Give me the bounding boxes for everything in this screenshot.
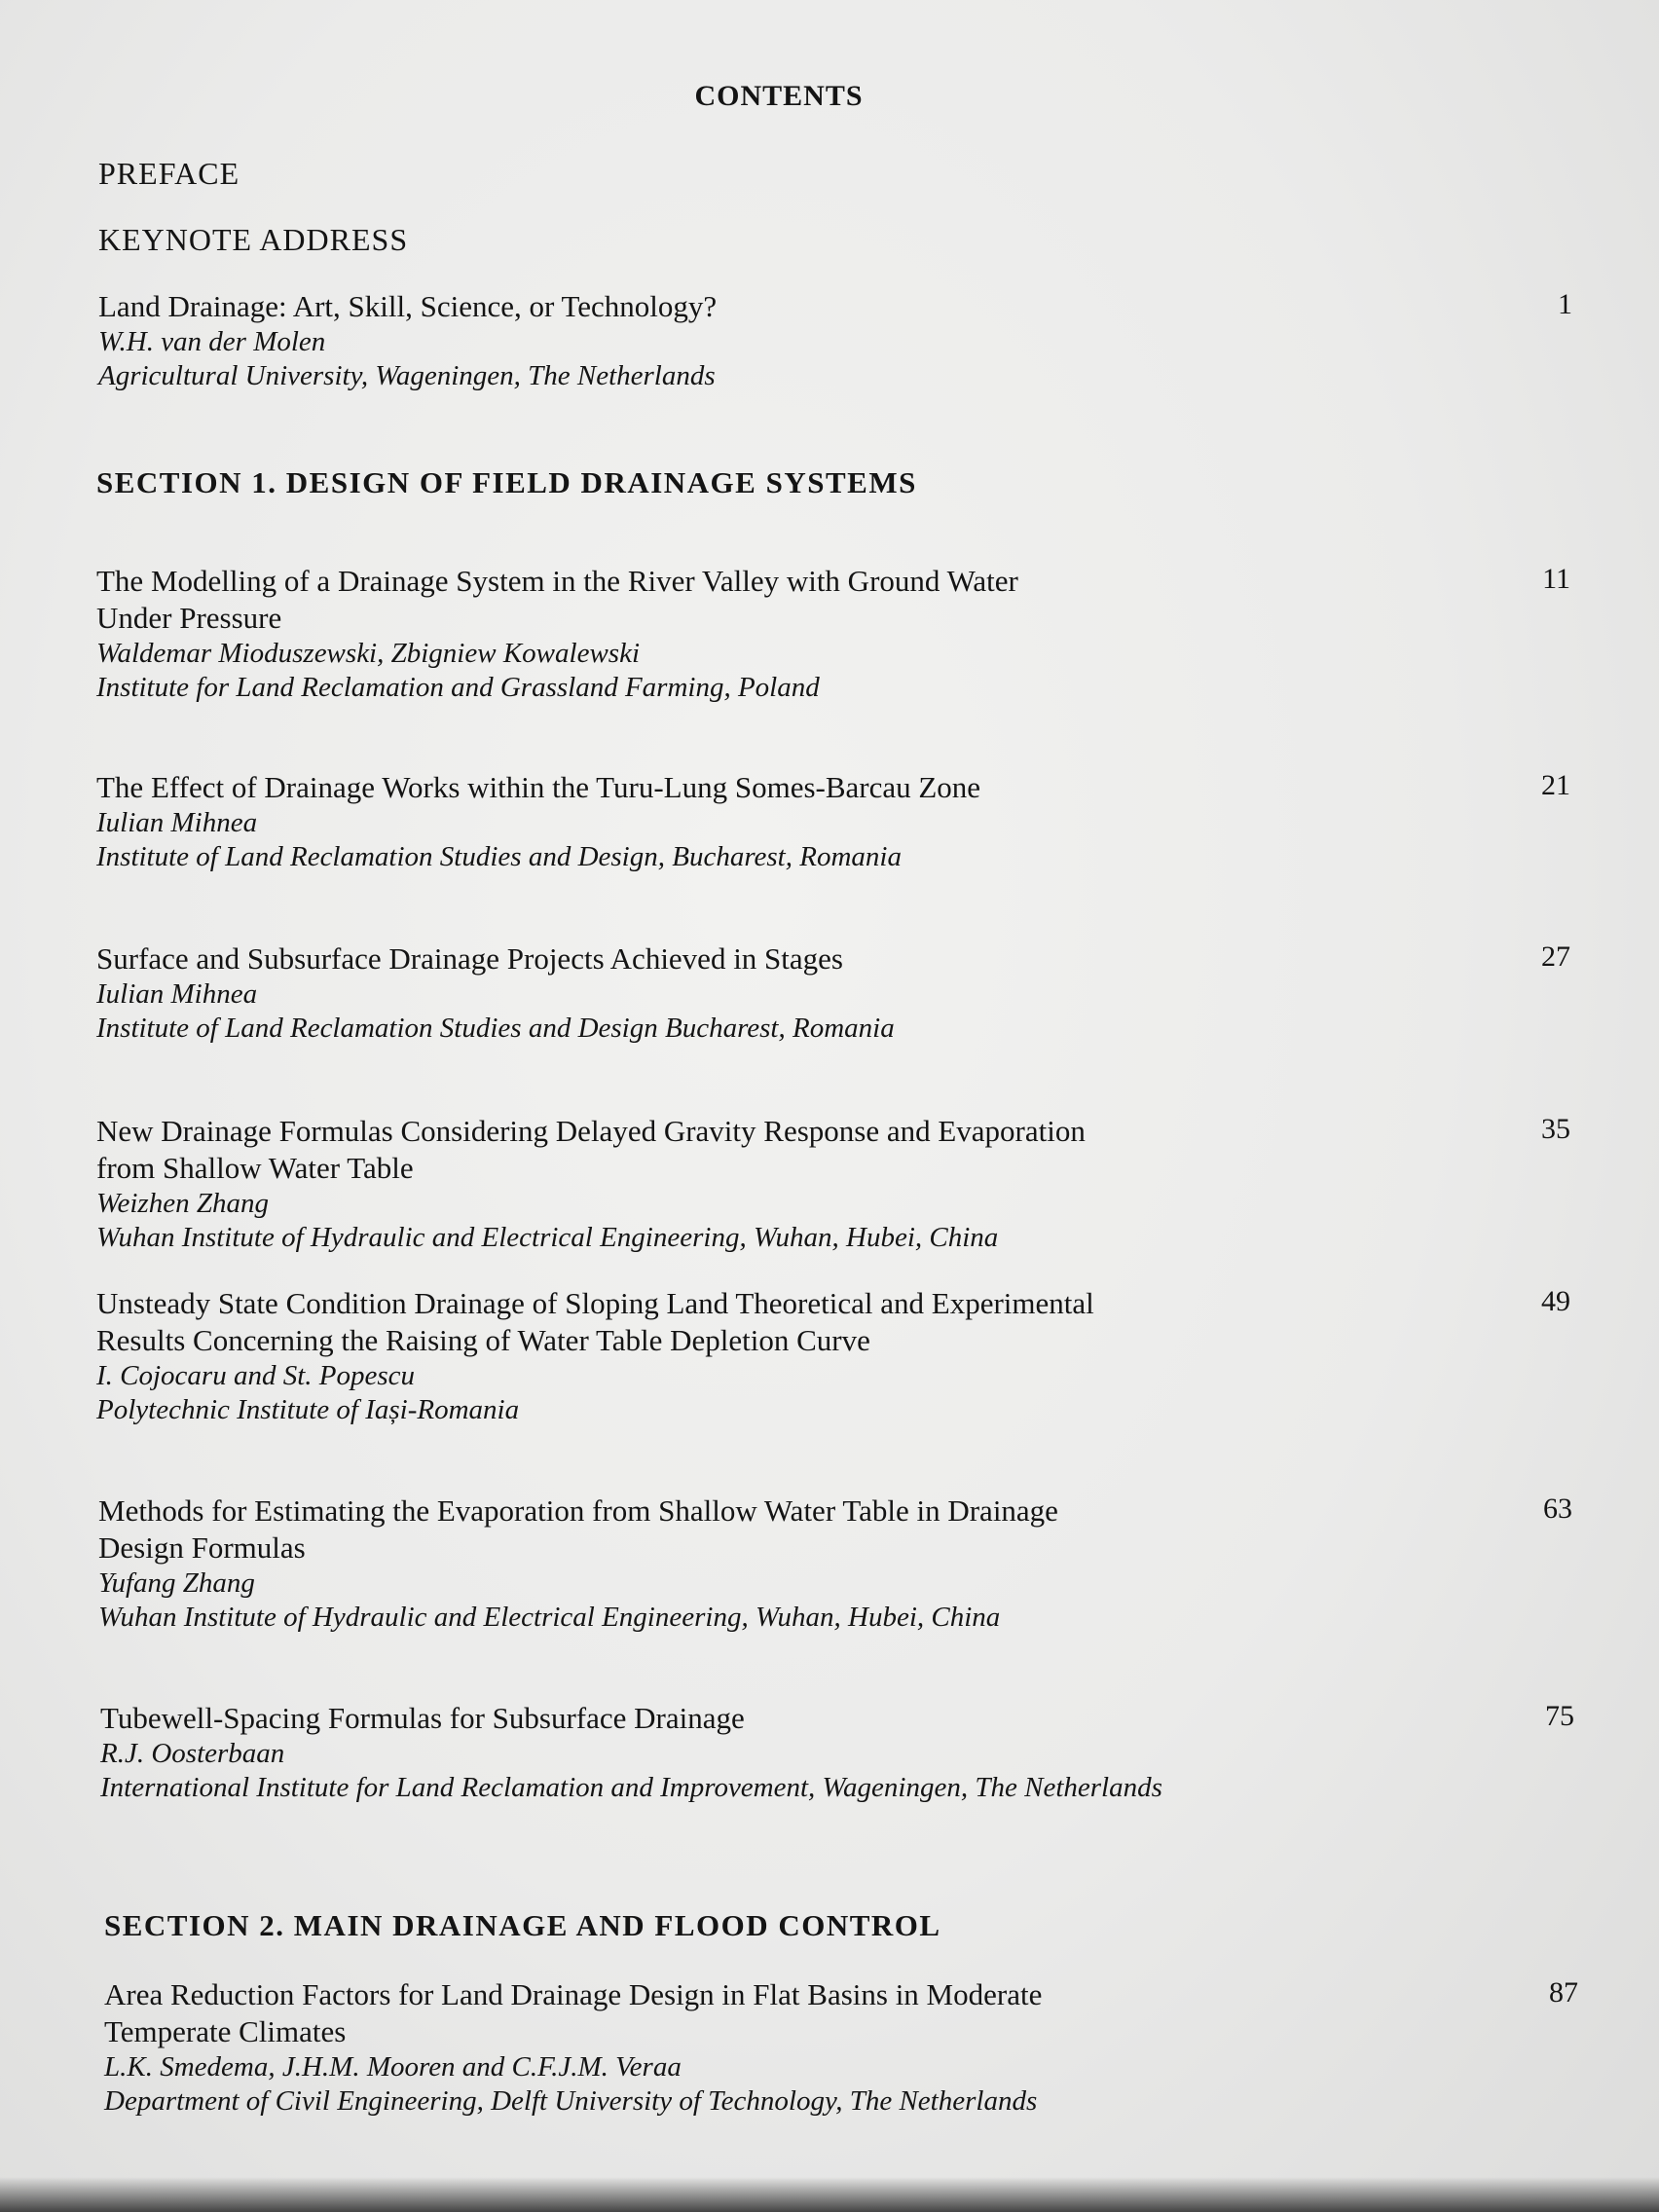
toc-entry [96,1113,1570,1255]
entry-author: Iulian Mihnea [96,978,258,1010]
toc-entry [96,563,1570,705]
entry-affiliation: Department of Civil Engineering, Delft University of Technology, The Netherlands [104,2085,1038,2117]
entry-title: Area Reduction Factors for Land Drainage Design in Flat Basins in Moderate Temperate Climates [104,1977,1043,2048]
entry-page-number: 87 [1549,1976,1578,2009]
section-heading: SECTION 1. DESIGN OF FIELD DRAINAGE SYSTEMS [96,465,917,499]
entry-title: The Modelling of a Drainage System in the River Valley with Ground Water Under Pressure [96,564,1018,635]
entry-affiliation: Wuhan Institute of Hydraulic and Electrical Engineering, Wuhan, Hubei, China [98,1602,1001,1633]
entry-author: Yufang Zhang [98,1567,255,1599]
keynote-entry [98,288,1572,393]
section-heading: SECTION 2. MAIN DRAINAGE AND FLOOD CONTROL [104,1908,941,1942]
entry-author: I. Cojocaru and St. Popescu [96,1360,416,1391]
entry-affiliation: International Institute for Land Reclamation and Improvement, Wageningen, The Netherlands [100,1772,1162,1803]
entry-author: W.H. van der Molen [98,326,326,357]
entry-page-number: 49 [1541,1285,1570,1317]
entry-title: The Effect of Drainage Works within the Turu-Lung Somes-Barcau Zone [96,770,981,804]
entry-page-number: 11 [1542,563,1570,595]
entry-author: Waldemar Mioduszewski, Zbigniew Kowalewski [96,638,640,669]
entry-title: Land Drainage: Art, Skill, Science, or Technology? [98,289,718,323]
entry-title: New Drainage Formulas Considering Delayed Gravity Response and Evaporation from Shallow Water Table [96,1114,1086,1185]
entry-author: Iulian Mihnea [96,807,258,838]
toc-entry [100,1700,1574,1805]
entry-affiliation: Institute of Land Reclamation Studies and Design Bucharest, Romania [96,1013,895,1044]
keynote-label: KEYNOTE ADDRESS [98,222,409,257]
entry-page-number: 63 [1543,1493,1572,1525]
preface-label: PREFACE [98,156,240,191]
entry-title: Tubewell-Spacing Formulas for Subsurface Drainage [100,1701,745,1735]
entry-affiliation: Polytechnic Institute of Iași-Romania [96,1394,520,1425]
entry-page-number: 21 [1541,769,1570,801]
toc-entry [98,1493,1572,1635]
page-heading: CONTENTS [694,80,864,112]
entry-page-number: 1 [1558,288,1572,320]
entry-page-number: 27 [1541,940,1570,973]
entry-page-number: 75 [1545,1700,1574,1732]
entry-affiliation: Institute for Land Reclamation and Grassland Farming, Poland [96,672,820,703]
entry-affiliation: Agricultural University, Wageningen, The Netherlands [98,360,716,391]
entry-title: Unsteady State Condition Drainage of Sloping Land Theoretical and Experimental Results Concerning the Raising of Water Table Depletion Curve [96,1286,1094,1357]
entry-author: L.K. Smedema, J.H.M. Mooren and C.F.J.M. Veraa [104,2051,682,2083]
entry-affiliation: Institute of Land Reclamation Studies and Design, Bucharest, Romania [96,841,902,872]
toc-entry [96,1285,1570,1427]
toc-entry [96,940,1570,1046]
entry-author: R.J. Oosterbaan [100,1738,285,1769]
page-edge-shadow [0,2177,1659,2212]
entry-title: Methods for Estimating the Evaporation from Shallow Water Table in Drainage Design Formulas [98,1493,1058,1565]
entry-affiliation: Wuhan Institute of Hydraulic and Electrical Engineering, Wuhan, Hubei, China [96,1222,999,1253]
toc-entry [104,1976,1578,2119]
toc-entry [96,769,1570,874]
entry-title: Surface and Subsurface Drainage Projects Achieved in Stages [96,941,843,976]
entry-author: Weizhen Zhang [96,1188,269,1219]
entry-page-number: 35 [1541,1113,1570,1145]
